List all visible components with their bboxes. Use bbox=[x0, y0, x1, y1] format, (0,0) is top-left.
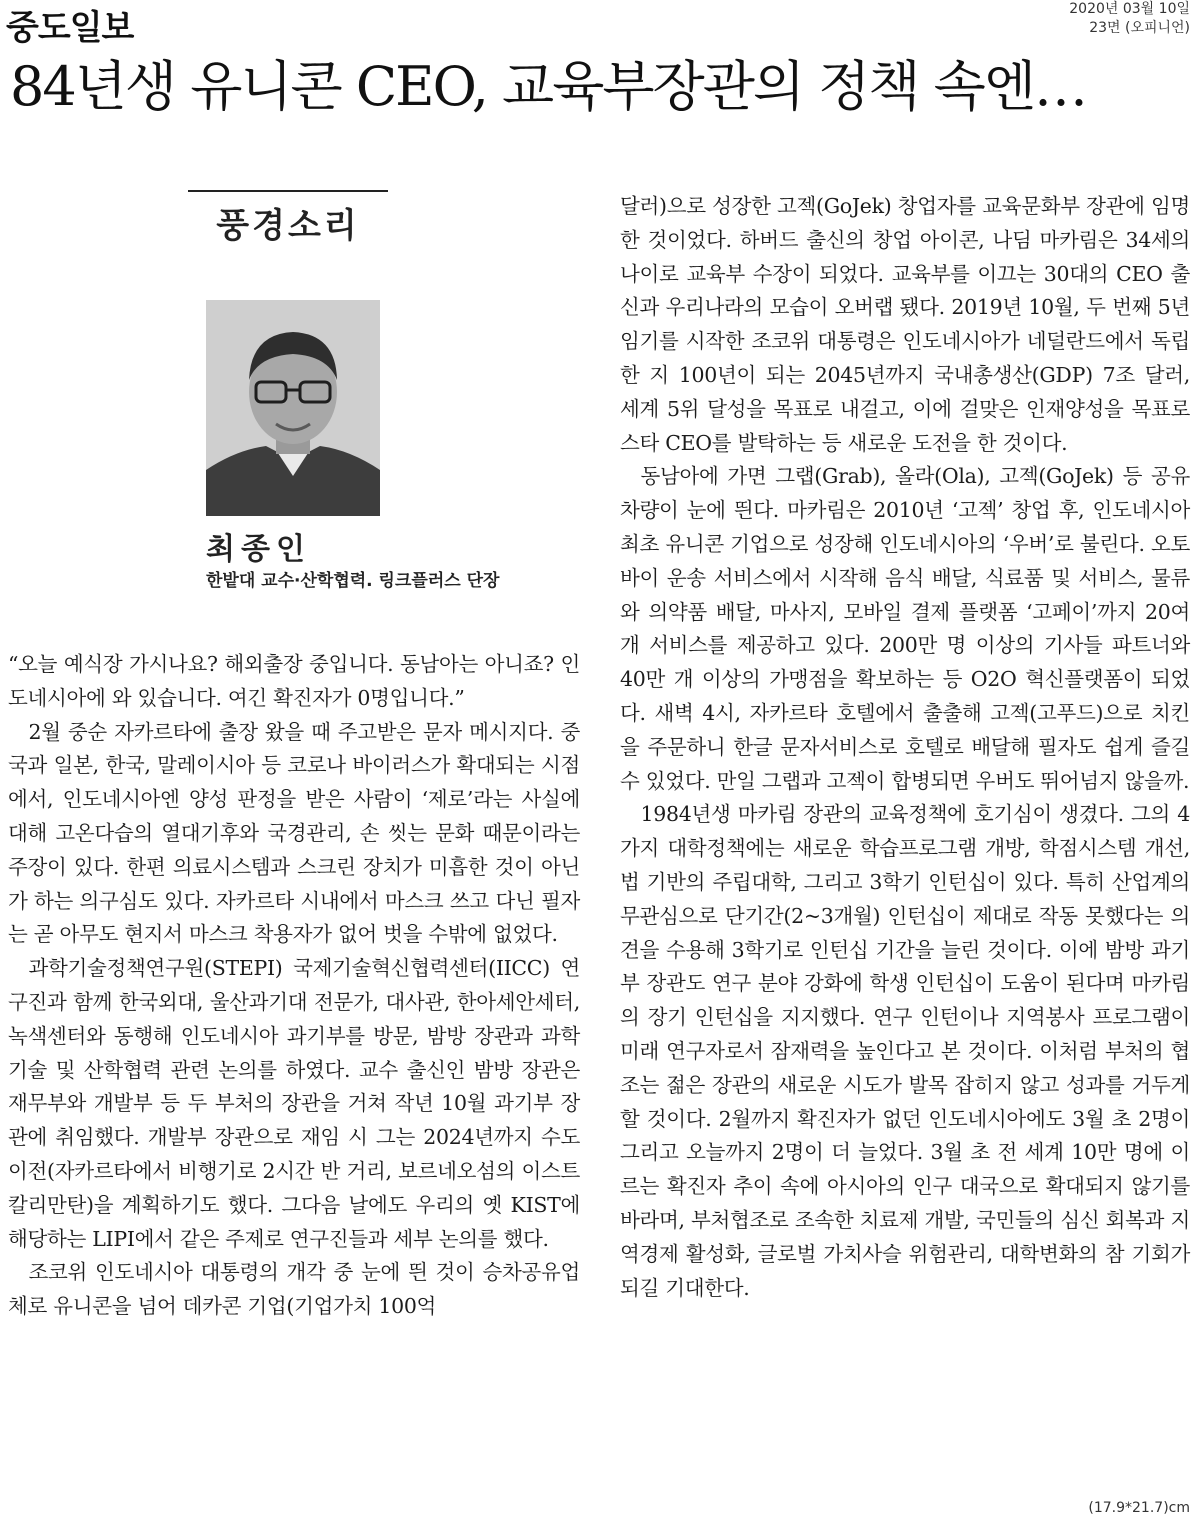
headline: 84년생 유니콘 CEO, 교육부장관의 정책 속엔… bbox=[10, 55, 1087, 118]
author-portrait bbox=[206, 300, 380, 516]
portrait-illustration bbox=[206, 300, 380, 516]
body-column-right bbox=[620, 190, 1190, 1305]
masthead: 중도일보 bbox=[6, 8, 134, 48]
section-rule bbox=[188, 190, 388, 192]
body-paragraph: 조코위 인도네시아 대통령의 개각 중 눈에 띈 것이 승차공유업체로 유니콘을 넘어 데카콘 기업(기업가치 100억 bbox=[8, 1260, 580, 1319]
article-size-note: (17.9*21.7)cm bbox=[1088, 1500, 1190, 1516]
author-name: 최종인 bbox=[206, 532, 311, 567]
body-column-left bbox=[8, 648, 580, 1324]
page-section: 23면 (오피니언) bbox=[1089, 20, 1190, 36]
body-paragraph: 1984년생 마카림 장관의 교육정책에 호기심이 생겼다. 그의 4가지 대학정책에는 새로운 학습프로그램 개방, 학점시스템 개선, 법 기반의 주립대학, 그리고 3학기 인턴십이 있다. 특히 산업계의 무관심으로 단기간(2~3개월) 인턴십이 제대로 작동 못했다는 의견을 수용해 3학기로 인턴십 기간을 늘린 것이다. 이에 밤방 과기부 장관도 연구 분야 강화에 학생 인턴십이 도움이 된다며 마카림의 장기 인턴십을 지지했다. 연구 인턴이나 지역봉사 프로그램이 미래 연구자로서 잠재력을 높인다고 본 것이다. 이처럼 부처의 협조는 젊은 장관의 새로운 시도가 발목 잡히지 않고 성과를 거두게 할 것이다. 2월까지 확진자가 없던 인도네시아에도 3월 초 2명이 그리고 오늘까지 2명이 더 늘었다. 3월 초 전 세계 10만 명에 이르는 확진자 추이 속에 아시아의 인구 대국으로 확대되지 않기를 바라며, 부처협조로 조속한 치료제 개발, 국민들의 심신 회복과 지역경제 활성화, 글로벌 가치사슬 위험관리, 대학변화의 참 기회가 되길 기대한다. bbox=[620, 802, 1190, 1300]
body-paragraph: 달러)으로 성장한 고젝(GoJek) 창업자를 교육문화부 장관에 임명한 것이었다. 하버드 출신의 창업 아이콘, 나딤 마카림은 34세의 나이로 교육부 수장이 되었다. 교육부를 이끄는 30대의 CEO 출신과 우리나라의 모습이 오버랩 됐다. 2019년 10월, 두 번째 5년 임기를 시작한 조코위 대통령은 인도네시아가 네덜란드에서 독립한 지 100년이 되는 2045년까지 국내총생산(GDP) 7조 달러, 세계 5위 달성을 목표로 내걸고, 이에 걸맞은 인재양성을 목표로 스타 CEO를 발탁하는 등 새로운 도전을 한 것이다. bbox=[620, 194, 1190, 455]
body-paragraph: 2월 중순 자카르타에 출장 왔을 때 주고받은 문자 메시지다. 중국과 일본, 한국, 말레이시아 등 코로나 바이러스가 확대되는 시점에서, 인도네시아엔 양성 판정을 받은 사람이 ‘제로’라는 사실에 대해 고온다습의 열대기후와 국경관리, 손 씻는 문화 때문이라는 주장이 있다. 한편 의료시스템과 스크린 장치가 미흡한 것이 아닌가 하는 의구심도 있다. 자카르타 시내에서 마스크 쓰고 다닌 필자는 곧 아무도 현지서 마스크 착용자가 없어 벗을 수밖에 없었다. bbox=[8, 719, 580, 947]
date-block bbox=[1069, 0, 1190, 38]
section-title: 풍경소리 bbox=[216, 206, 360, 246]
body-paragraph: “오늘 예식장 가시나요? 해외출장 중입니다. 동남아는 아니죠? 인도네시아에 와 있습니다. 여긴 확진자가 0명입니다.” bbox=[8, 652, 580, 710]
body-paragraph: 동남아에 가면 그랩(Grab), 올라(Ola), 고젝(GoJek) 등 공유 차량이 눈에 띈다. 마카림은 2010년 ‘고젝’ 창업 후, 인도네시아 최초 유니콘 기업으로 성장해 인도네시아의 ‘우버’로 불린다. 오토바이 운송 서비스에서 시작해 음식 배달, 식료품 및 서비스, 물류와 의약품 배달, 마사지, 모바일 결제 플랫폼 ‘고페이’까지 20여 개 서비스를 제공하고 있다. 200만 명 이상의 기사들 파트너와 40만 개 이상의 가맹점을 확보하는 등 O2O 혁신플랫폼이 되었다. 새벽 4시, 자카르타 호텔에서 출출해 고젝(고푸드)으로 치킨을 주문하니 한글 문자서비스로 호텔로 배달해 필자도 쉽게 즐길 수 있었다. 만일 그랩과 고젝이 합병되면 우버도 뛰어넘지 않을까. bbox=[620, 464, 1190, 793]
author-title: 한밭대 교수·산학협력. 링크플러스 단장 bbox=[206, 571, 500, 591]
section-header bbox=[188, 190, 388, 247]
body-paragraph: 과학기술정책연구원(STEPI) 국제기술혁신협력센터(IICC) 연구진과 함께 한국외대, 울산과기대 전문가, 대사관, 한아세안세터, 녹색센터와 동행해 인도네시아 과기부를 방문, 밤방 장관과 과학기술 및 산학협력 관련 논의를 하였다. 교수 출신인 밤방 장관은 재무부와 개발부 등 두 부처의 장관을 거쳐 작년 10월 과기부 장관에 취임했다. 개발부 장관으로 재임 시 그는 2024년까지 수도 이전(자카르타에서 비행기로 2시간 반 거리, 보르네오섬의 이스트 칼리만탄)을 계획하기도 했다. 그다음 날에도 우리의 옛 KIST에 해당하는 LIPI에서 같은 주제로 연구진들과 세부 논의를 했다. bbox=[8, 956, 580, 1251]
publish-date: 2020년 03월 10일 bbox=[1069, 1, 1190, 17]
